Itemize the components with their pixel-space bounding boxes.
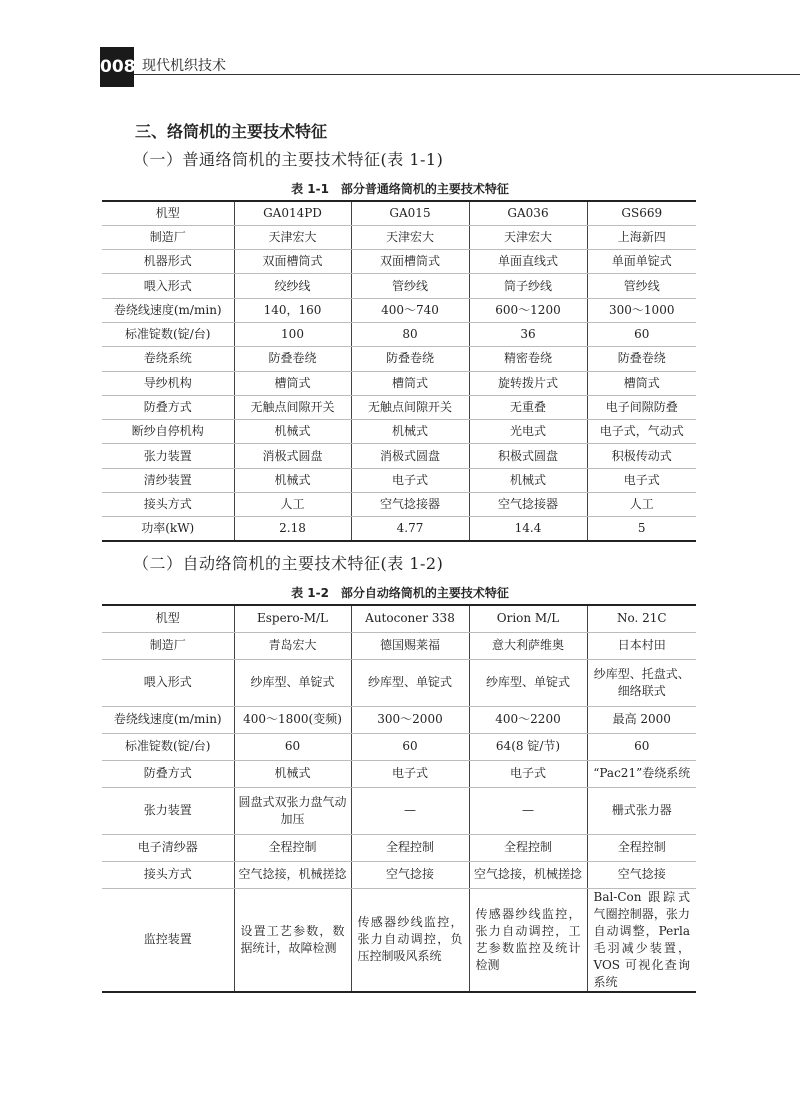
row-label: 卷绕线速度(m/min) [102, 706, 234, 733]
table-cell: 人工 [587, 493, 696, 517]
table-cell: 圆盘式双张力盘气动加压 [234, 787, 351, 834]
table-row [102, 250, 696, 274]
table-cell: 天津宏大 [234, 225, 351, 249]
table-cell: 60 [587, 322, 696, 346]
table-row [102, 420, 696, 444]
table-cell: No. 21C [587, 605, 696, 632]
table-cell: 空气捻接，机械搓捻 [469, 861, 587, 888]
table-cell: 防叠卷绕 [587, 347, 696, 371]
table-cell: 消极式圆盘 [234, 444, 351, 468]
table-row [102, 347, 696, 371]
table-cell: 精密卷绕 [469, 347, 587, 371]
table-row [102, 760, 696, 787]
table-cell: 青岛宏大 [234, 632, 351, 659]
table-row [102, 834, 696, 861]
table-cell: 纱库型、托盘式、细络联式 [587, 659, 696, 706]
subsection-heading-2: （二）自动络筒机的主要技术特征(表 1-2) [133, 554, 444, 573]
table-row [102, 298, 696, 322]
book-title: 现代机织技术 [142, 58, 226, 74]
spec-table-2 [102, 604, 696, 993]
table-row [102, 605, 696, 632]
table-cell: 140，160 [234, 298, 351, 322]
table-cell: 管纱线 [587, 274, 696, 298]
row-label: 监控装置 [102, 888, 234, 992]
table-row [102, 632, 696, 659]
table-cell: 全程控制 [351, 834, 469, 861]
table-row [102, 733, 696, 760]
table-cell: 传感器纱线监控，张力自动调控，负压控制吸风系统 [351, 888, 469, 992]
table-cell: 64(8 锭/节) [469, 733, 587, 760]
table-cell: 电子式，气动式 [587, 420, 696, 444]
row-label: 防叠方式 [102, 395, 234, 419]
table-cell: 机械式 [234, 420, 351, 444]
row-label: 清纱装置 [102, 468, 234, 492]
table-cell: GA015 [351, 201, 469, 225]
page-number: 008 [100, 47, 134, 87]
table-cell: 传感器纱线监控，张力自动调控，工艺参数监控及统计检测 [469, 888, 587, 992]
row-label: 电子清纱器 [102, 834, 234, 861]
table-cell: — [469, 787, 587, 834]
table-cell: 5 [587, 517, 696, 541]
table-cell: 机械式 [234, 760, 351, 787]
table-row [102, 787, 696, 834]
table-cell: 全程控制 [469, 834, 587, 861]
row-label: 接头方式 [102, 493, 234, 517]
table-row [102, 201, 696, 225]
table-cell: 全程控制 [234, 834, 351, 861]
table-caption-1: 表 1-1 部分普通络筒机的主要技术特征 [291, 182, 509, 196]
table-cell: 双面槽筒式 [234, 250, 351, 274]
table-cell: 全程控制 [587, 834, 696, 861]
row-label: 张力装置 [102, 444, 234, 468]
table-cell: 300～2000 [351, 706, 469, 733]
table-cell: 上海新四 [587, 225, 696, 249]
table-cell: 设置工艺参数，数据统计，故障检测 [234, 888, 351, 992]
row-label: 喂入形式 [102, 659, 234, 706]
section-heading: 三、络筒机的主要技术特征 [135, 122, 328, 141]
header-rule [134, 74, 800, 75]
table-cell: 60 [234, 733, 351, 760]
row-label: 喂入形式 [102, 274, 234, 298]
table-cell: 电子式 [587, 468, 696, 492]
row-label: 防叠方式 [102, 760, 234, 787]
table-cell: 防叠卷绕 [351, 347, 469, 371]
table-cell: 单面单锭式 [587, 250, 696, 274]
table-cell: Bal-Con 跟踪式气圈控制器，张力自动调整，Perla 毛羽减少装置，VOS 可视化查询系统 [587, 888, 696, 992]
row-label: 机型 [102, 605, 234, 632]
table-cell: 槽筒式 [587, 371, 696, 395]
table-cell: “Pac21”卷绕系统 [587, 760, 696, 787]
table-cell: 绞纱线 [234, 274, 351, 298]
table-row [102, 468, 696, 492]
table-cell: 400～740 [351, 298, 469, 322]
row-label: 制造厂 [102, 632, 234, 659]
table-cell: 100 [234, 322, 351, 346]
table-cell: 筒子纱线 [469, 274, 587, 298]
table-cell: 60 [351, 733, 469, 760]
table-cell: 防叠卷绕 [234, 347, 351, 371]
table-cell: 槽筒式 [351, 371, 469, 395]
subsection-heading-1: （一）普通络筒机的主要技术特征(表 1-1) [133, 150, 444, 169]
table-cell: 无触点间隙开关 [351, 395, 469, 419]
table-cell: 槽筒式 [234, 371, 351, 395]
spec-table-1 [102, 200, 696, 542]
table-row [102, 888, 696, 992]
table-cell: 36 [469, 322, 587, 346]
table-row [102, 225, 696, 249]
table-cell: 纱库型、单锭式 [351, 659, 469, 706]
row-label: 制造厂 [102, 225, 234, 249]
table-cell: Orion M/L [469, 605, 587, 632]
table-cell: 空气捻接器 [469, 493, 587, 517]
table-cell: 4.77 [351, 517, 469, 541]
table-cell: 400～1800(变频) [234, 706, 351, 733]
table-row [102, 493, 696, 517]
table-row [102, 706, 696, 733]
table-cell: GA014PD [234, 201, 351, 225]
row-label: 机型 [102, 201, 234, 225]
table-row [102, 322, 696, 346]
table-cell: 积极式圆盘 [469, 444, 587, 468]
row-label: 标准锭数(锭/台) [102, 322, 234, 346]
table-row [102, 274, 696, 298]
table-cell: 德国赐莱福 [351, 632, 469, 659]
table-cell: 电子式 [351, 468, 469, 492]
table-cell: 电子间隙防叠 [587, 395, 696, 419]
table-cell: 机械式 [234, 468, 351, 492]
table-cell: Autoconer 338 [351, 605, 469, 632]
table-cell: 单面直线式 [469, 250, 587, 274]
row-label: 卷绕线速度(m/min) [102, 298, 234, 322]
row-label: 卷绕系统 [102, 347, 234, 371]
row-label: 张力装置 [102, 787, 234, 834]
table-cell: 光电式 [469, 420, 587, 444]
table-cell: 60 [587, 733, 696, 760]
table-row [102, 444, 696, 468]
table-cell: 天津宏大 [351, 225, 469, 249]
table-row [102, 659, 696, 706]
row-label: 导纱机构 [102, 371, 234, 395]
table-cell: 14.4 [469, 517, 587, 541]
table-cell: 80 [351, 322, 469, 346]
table-cell: 400～2200 [469, 706, 587, 733]
table-cell: 纱库型、单锭式 [469, 659, 587, 706]
table-cell: — [351, 787, 469, 834]
table-cell: 空气捻接器 [351, 493, 469, 517]
table-cell: 600～1200 [469, 298, 587, 322]
table-cell: 机械式 [469, 468, 587, 492]
table-cell: 机械式 [351, 420, 469, 444]
table-cell: 空气捻接 [587, 861, 696, 888]
table-cell: 无重叠 [469, 395, 587, 419]
table-cell: 电子式 [469, 760, 587, 787]
table-cell: 意大利萨维奥 [469, 632, 587, 659]
table-cell: GA036 [469, 201, 587, 225]
table-row [102, 395, 696, 419]
table-cell: 无触点间隙开关 [234, 395, 351, 419]
table-cell: 空气捻接，机械搓捻 [234, 861, 351, 888]
table-caption-2: 表 1-2 部分自动络筒机的主要技术特征 [291, 586, 509, 600]
table-cell: 日本村田 [587, 632, 696, 659]
table-cell: 300～1000 [587, 298, 696, 322]
table-cell: 消极式圆盘 [351, 444, 469, 468]
table-cell: 纱库型、单锭式 [234, 659, 351, 706]
row-label: 标准锭数(锭/台) [102, 733, 234, 760]
table-cell: 栅式张力器 [587, 787, 696, 834]
row-label: 机器形式 [102, 250, 234, 274]
table-row [102, 861, 696, 888]
table-cell: GS669 [587, 201, 696, 225]
table-cell: Espero-M/L [234, 605, 351, 632]
table-cell: 双面槽筒式 [351, 250, 469, 274]
table-cell: 天津宏大 [469, 225, 587, 249]
table-cell: 电子式 [351, 760, 469, 787]
table-cell: 人工 [234, 493, 351, 517]
table-row [102, 371, 696, 395]
table-cell: 2.18 [234, 517, 351, 541]
row-label: 断纱自停机构 [102, 420, 234, 444]
row-label: 功率(kW) [102, 517, 234, 541]
table-cell: 旋转拨片式 [469, 371, 587, 395]
table-cell: 管纱线 [351, 274, 469, 298]
table-cell: 积极传动式 [587, 444, 696, 468]
row-label: 接头方式 [102, 861, 234, 888]
table-row [102, 517, 696, 541]
table-cell: 最高 2000 [587, 706, 696, 733]
table-cell: 空气捻接 [351, 861, 469, 888]
